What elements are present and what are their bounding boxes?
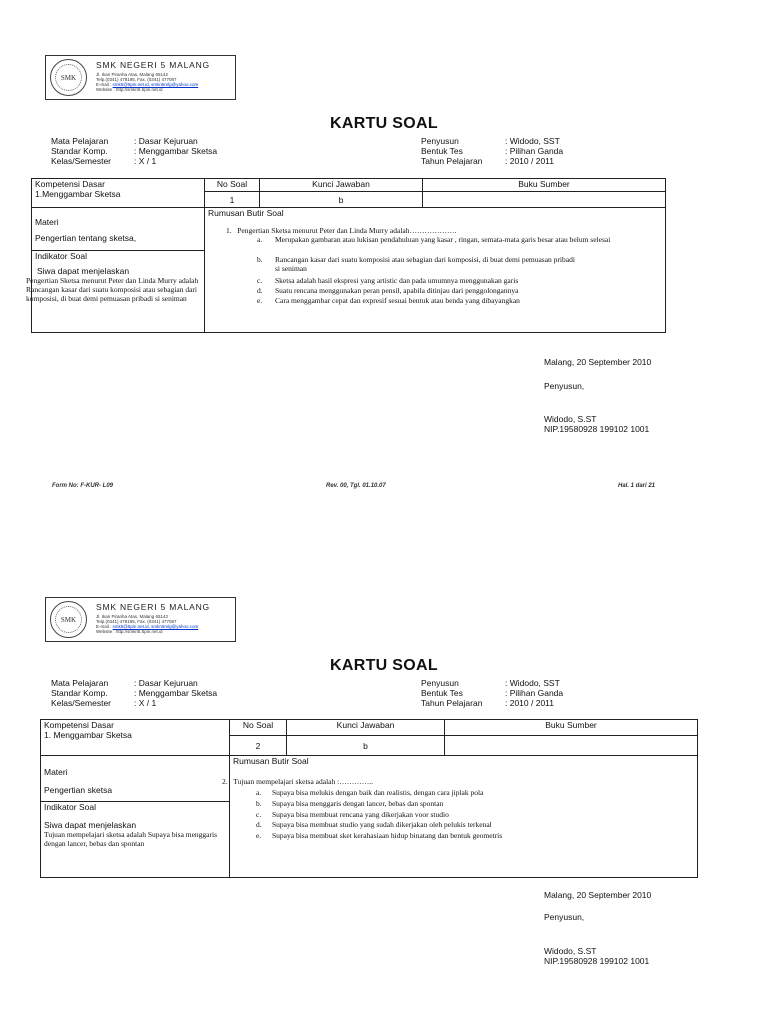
materi-value: Pengertian sketsa [44, 785, 113, 795]
meta-value: : X / 1 [134, 698, 157, 708]
seal-text: SMK [55, 64, 82, 91]
meta-value: : Menggambar Sketsa [134, 146, 218, 156]
kunci-value: b [260, 192, 423, 208]
option-d-text: Suatu rencana menggunakan peran pensil, apabila ditinjau dari penggolongannya [275, 286, 519, 295]
meta-value: : Widodo, SST [505, 136, 560, 146]
indikator-cell [41, 802, 230, 878]
no-soal-value: 2 [230, 736, 287, 756]
option-b-letter: b. [257, 255, 263, 264]
seal-text: SMK [55, 606, 82, 633]
option-c-letter: c. [256, 810, 262, 819]
rumusan-label: Rumusan Butir Soal [208, 208, 284, 218]
buku-header: Buku Sumber [423, 179, 666, 192]
sign-role: Penyusun, [544, 912, 585, 922]
kunci-header: Kunci Jawaban [287, 720, 445, 736]
materi-value: Pengertian tentang sketsa, [35, 233, 137, 243]
meta-label: Kelas/Semester [51, 698, 111, 708]
meta-label: Bentuk Tes [421, 146, 463, 156]
option-c-text: Supaya bisa membuat rencana yang dikerjakan voor studio [272, 810, 449, 819]
kompetensi-cell [41, 720, 230, 756]
indikator-detail: Pengertian Sketsa menurut Peter dan Linda Murry adalah Rancangan kasar dari suatu komposisi atau sebagian dari komposisi, di buat demi pemuasan pribadi si seniman [26, 276, 199, 303]
option-b-letter: b. [256, 799, 262, 808]
option-b-text: Rancangan kasar dari suatu komposisi atau sebagian dari komposisi, di buat demi pemuasan pribadi si seniman [275, 255, 575, 273]
sign-place-date: Malang, 20 September 2010 [544, 357, 652, 367]
indikator-value: Siwa dapat menjelaskan [37, 266, 130, 276]
option-b-text: Supaya bisa menggaris dengan lancer, bebas dan spontan [272, 799, 444, 808]
option-a-letter: a. [257, 235, 263, 244]
meta-label: Standar Komp. [51, 688, 108, 698]
option-d-letter: d. [257, 286, 263, 295]
page-title: KARTU SOAL [330, 115, 438, 132]
question-stem: Tujuan mempelajari sketsa adalah :………….. [233, 777, 373, 786]
sign-name: Widodo, S.ST [544, 414, 597, 424]
meta-value: : Widodo, SST [505, 678, 560, 688]
school-address [96, 614, 198, 634]
meta-row [51, 688, 217, 698]
materi-label: Materi [35, 217, 59, 227]
page-title: KARTU SOAL [330, 657, 438, 674]
address-line: Jl. Ikan Piranha Atas, Malang 65142 [96, 72, 169, 77]
school-header [45, 597, 236, 642]
meta-label: Tahun Pelajaran [421, 156, 483, 166]
sign-nip: NIP.19580928 199102 1001 [544, 424, 650, 434]
meta-label: Tahun Pelajaran [421, 698, 483, 708]
kompetensi-value: 1.Menggambar Sketsa [35, 189, 121, 199]
no-soal-value: 1 [205, 192, 260, 208]
kunci-header: Kunci Jawaban [260, 179, 423, 192]
footer-rev: Rev. 00, Tgl. 01.10.07 [326, 483, 386, 489]
no-soal-header: No Soal [205, 179, 260, 192]
school-seal-icon [50, 601, 87, 638]
indikator-label: Indikator Soal [35, 251, 87, 261]
sign-nip: NIP.19580928 199102 1001 [544, 956, 650, 966]
no-soal-header: No Soal [230, 720, 287, 736]
question-stem: Pengertian Sketsa menurut Peter dan Linda Murry adalah………………. [237, 226, 457, 235]
address-line: Jl. Ikan Piranha Atas, Malang 65142 [96, 614, 169, 619]
option-a-text: Merupakan gambaran atau lukisan pendahuluan yang kasar , ringan, semata-mata garis besar atau belum selesai [275, 235, 611, 244]
option-e-text: Cara menggambar cepat dan expresif sesuai bentuk atau benda yang dibayangkan [275, 296, 520, 305]
rumusan-label: Rumusan Butir Soal [233, 756, 309, 766]
meta-value: : Dasar Kejuruan [134, 678, 198, 688]
meta-value: : 2010 / 2011 [505, 698, 554, 708]
email-link[interactable]: smk5@5pin.net.id, smkn5mlg@yahoo.com [112, 82, 199, 87]
sign-role: Penyusun, [544, 381, 585, 391]
meta-row [421, 688, 563, 698]
website-line: Website : http://smkn5.5pin.net.id [96, 629, 163, 634]
option-e-letter: e. [256, 831, 262, 840]
meta-label: Kelas/Semester [51, 156, 111, 166]
question-number: 1. [226, 226, 232, 235]
phone-line: Telp.(0341) 478195, Fax. (0341) 477087 [96, 77, 177, 82]
option-e-letter: e. [257, 296, 263, 305]
buku-header: Buku Sumber [445, 720, 698, 736]
phone-line: Telp.(0341) 478195, Fax. (0341) 477087 [96, 619, 177, 624]
email-link[interactable]: smk5@5pin.net.id, smkn5mlg@yahoo.com [112, 624, 199, 629]
meta-label: Standar Komp. [51, 146, 108, 156]
meta-value: : Pilihan Ganda [505, 146, 564, 156]
email-label: E-mail : [96, 624, 112, 629]
question-number: 2. [222, 777, 228, 786]
meta-row [421, 678, 563, 688]
option-d-text: Supaya bisa membuat studio yang sudah dikerjakan oleh pelukis terkenal [272, 820, 492, 829]
meta-value: : Pilihan Ganda [505, 688, 564, 698]
meta-value: : X / 1 [134, 156, 157, 166]
meta-value: : 2010 / 2011 [505, 156, 554, 166]
meta-row [51, 698, 217, 708]
footer-form-no: Form No: F-KUR- L09 [52, 483, 113, 489]
materi-cell [41, 756, 230, 802]
website-line: Website : http://smkn5.5pin.net.id [96, 87, 163, 92]
meta-left [51, 678, 217, 708]
meta-right [421, 678, 563, 708]
option-a-text: Supaya bisa melukis dengan baik dan realistis, dengan cara jiplak pola [272, 788, 484, 797]
kompetensi-label: Kompetensi Dasar [44, 720, 114, 730]
materi-label: Materi [44, 767, 68, 777]
kunci-value: b [287, 736, 445, 756]
school-name: SMK NEGERI 5 MALANG [96, 60, 210, 70]
option-d-letter: d. [256, 820, 262, 829]
indikator-value: Siwa dapat menjelaskan [44, 820, 137, 830]
question-text [222, 777, 373, 786]
option-c-letter: c. [257, 276, 263, 285]
meta-row [421, 698, 563, 708]
meta-label: Penyusun [421, 678, 459, 688]
option-a-letter: a. [256, 788, 262, 797]
meta-label: Penyusun [421, 136, 459, 146]
kompetensi-label: Kompetensi Dasar [35, 179, 105, 189]
sign-name: Widodo, S.ST [544, 946, 597, 956]
indikator-label: Indikator Soal [44, 802, 96, 812]
school-name: SMK NEGERI 5 MALANG [96, 602, 210, 612]
option-c-text: Sketsa adalah hasil ekspresi yang artistic dan pada umumnya menggunakan garis [275, 276, 519, 285]
meta-label: Mata Pelajaran [51, 678, 109, 688]
option-e-text: Supaya bisa membuat sket kerahasiaan hidup binatang dan bentuk geometris [272, 831, 503, 840]
sign-place-date: Malang, 20 September 2010 [544, 890, 652, 900]
footer-page: Hal. 1 dari 21 [618, 483, 656, 489]
meta-row [51, 678, 217, 688]
email-label: E-mail : [96, 82, 112, 87]
meta-value: : Dasar Kejuruan [134, 136, 198, 146]
kompetensi-value: 1. Menggambar Sketsa [44, 730, 132, 740]
buku-value [445, 736, 698, 756]
indikator-detail: Tujuan mempelajari sketsa adalah Supaya bisa menggaris dengan lancer, bebas dan spontan [44, 830, 218, 848]
meta-value: : Menggambar Sketsa [134, 688, 218, 698]
meta-label: Bentuk Tes [421, 688, 463, 698]
meta-label: Mata Pelajaran [51, 136, 109, 146]
